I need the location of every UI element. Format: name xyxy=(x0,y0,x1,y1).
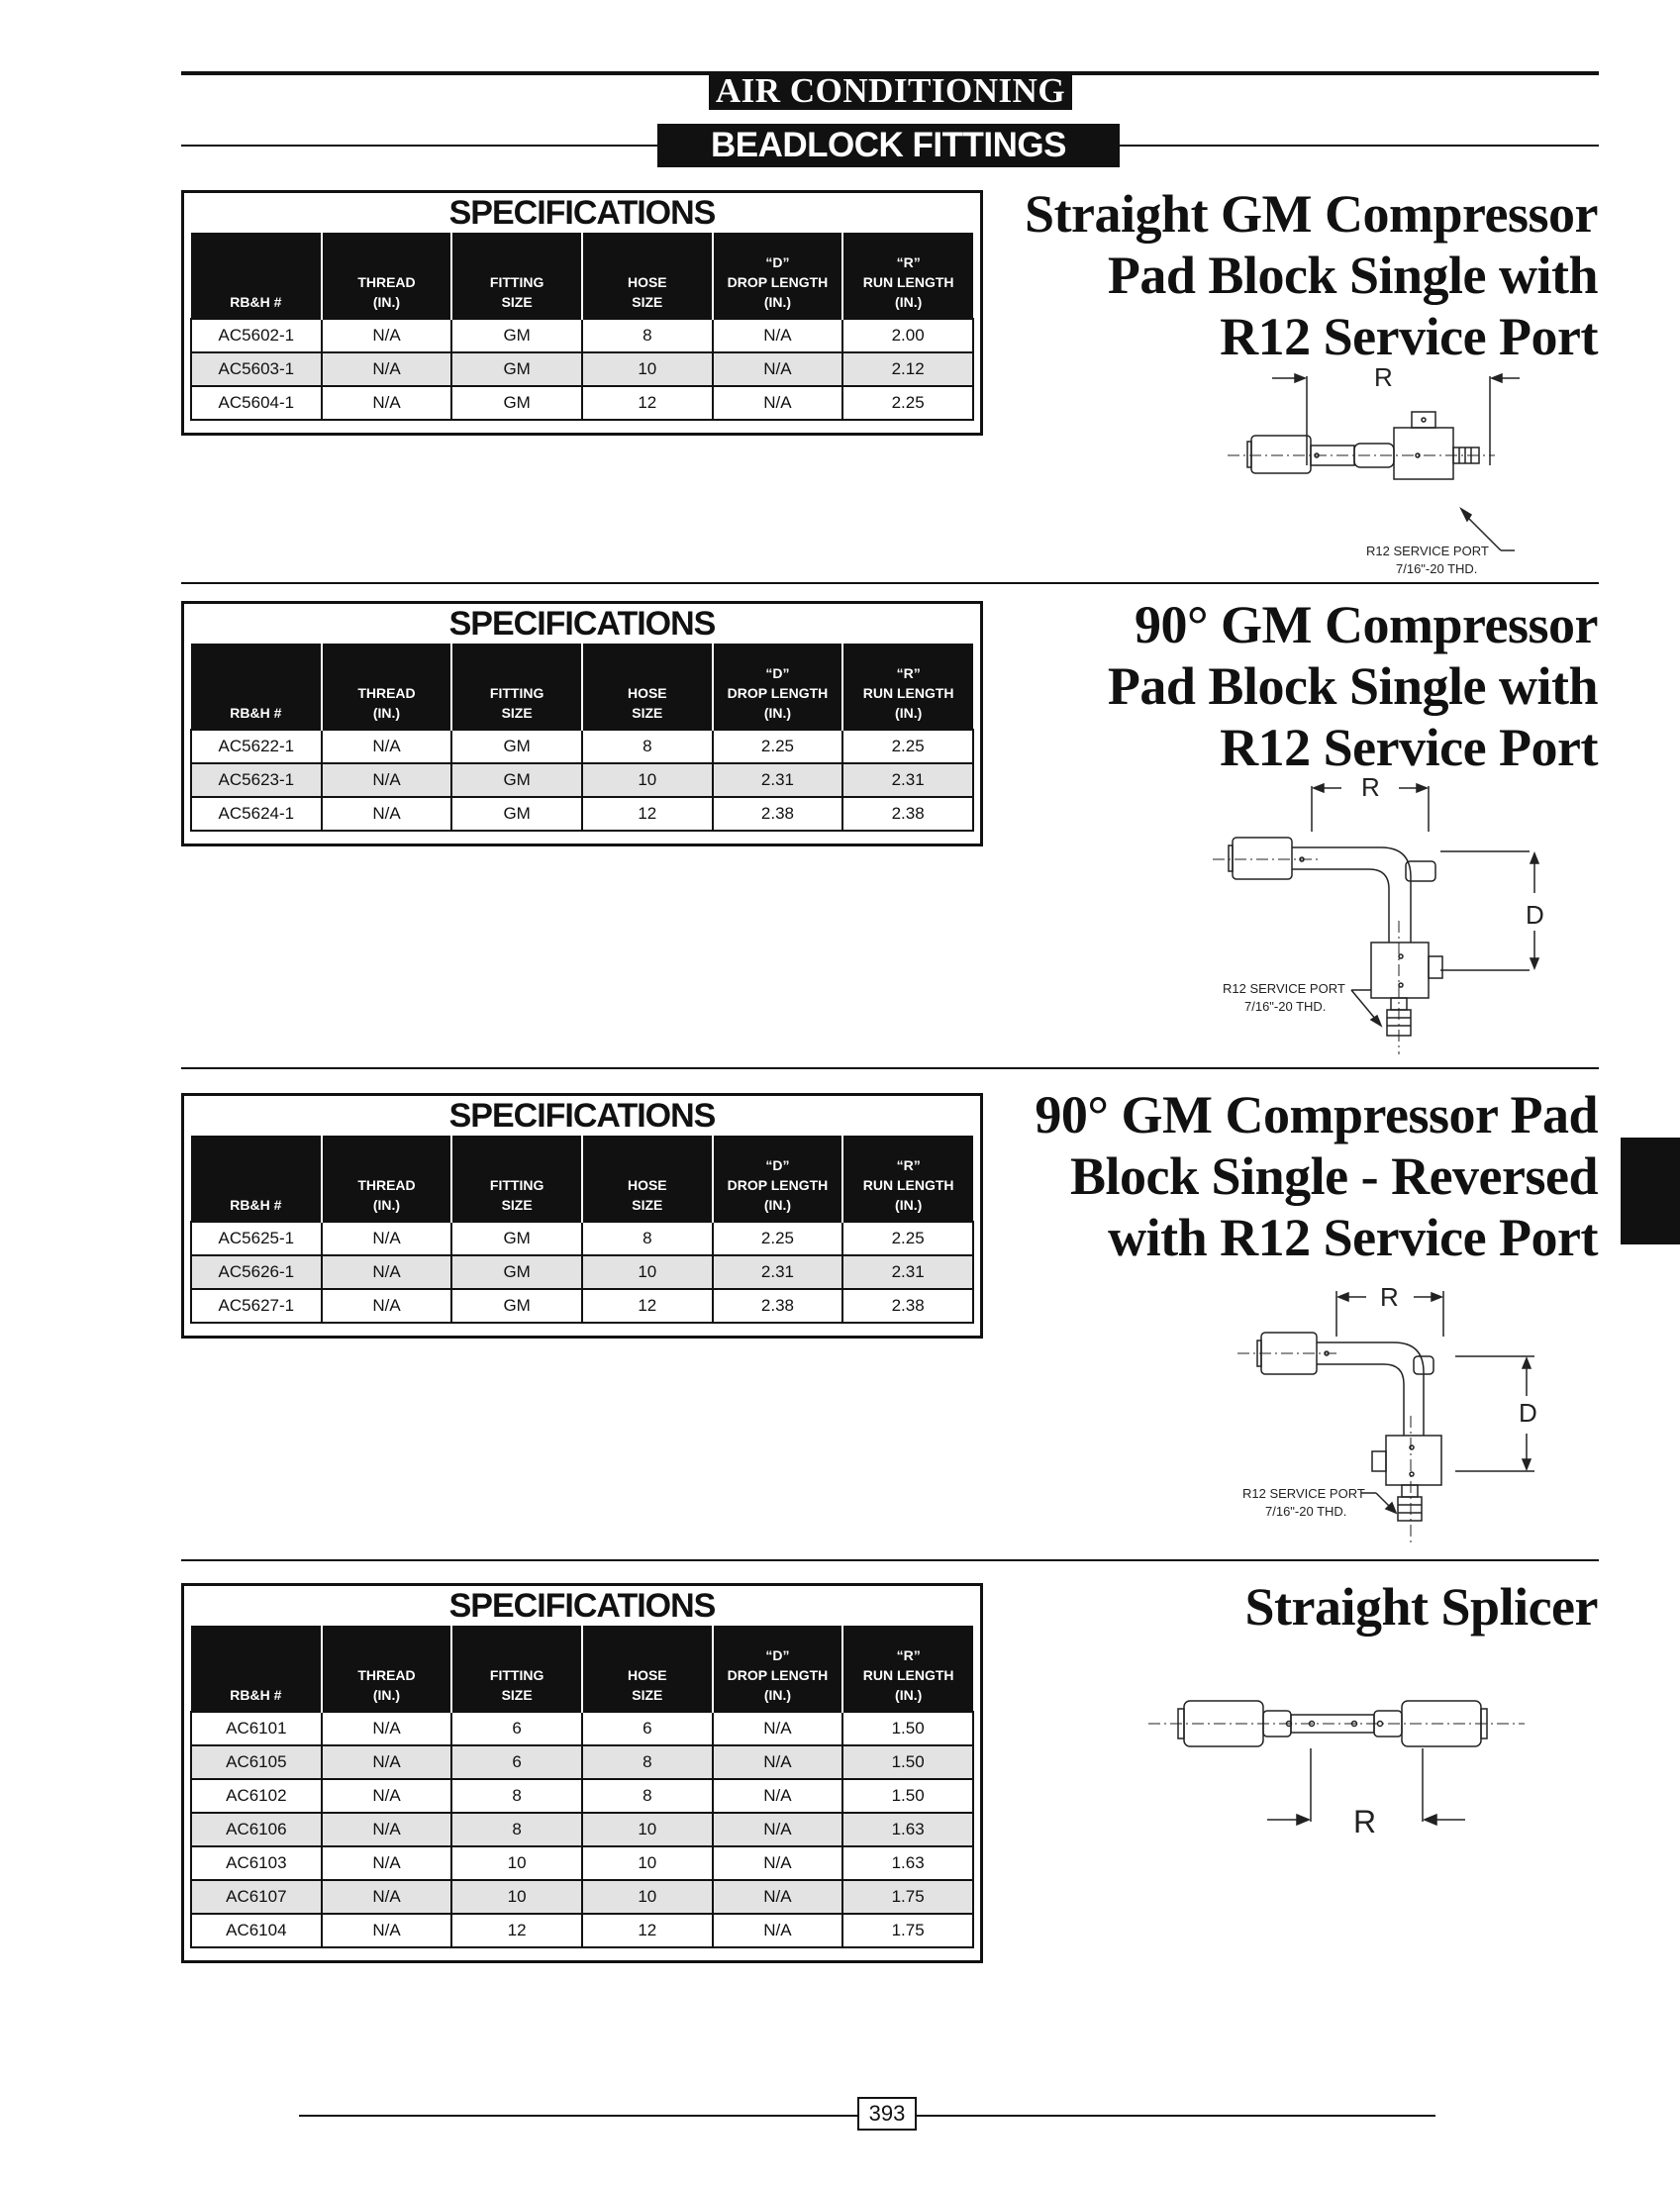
title-line: 90° GM Compressor Pad xyxy=(1035,1085,1598,1144)
table-cell: GM xyxy=(451,386,582,420)
column-header xyxy=(713,644,843,730)
service-port-note: R12 SERVICE PORT xyxy=(1366,544,1489,558)
table-row xyxy=(191,1255,973,1289)
table-cell: AC6101 xyxy=(191,1712,322,1745)
table-cell: 2.38 xyxy=(713,797,843,831)
column-header-line: FITTING xyxy=(489,1667,544,1683)
column-header xyxy=(842,644,973,730)
table-row xyxy=(191,1745,973,1779)
column-header xyxy=(713,1136,843,1222)
table-cell: N/A xyxy=(322,1712,452,1745)
table-cell: GM xyxy=(451,352,582,386)
table-row xyxy=(191,1813,973,1846)
column-header-line: RUN LENGTH xyxy=(862,685,954,701)
column-header-line: “D” xyxy=(765,665,790,681)
table-cell: N/A xyxy=(322,1880,452,1914)
table-cell: N/A xyxy=(713,352,843,386)
column-header-line: (IN.) xyxy=(895,705,923,721)
column-header-line: (IN.) xyxy=(895,1687,923,1703)
column-header-line: THREAD xyxy=(357,685,416,701)
table-cell: 12 xyxy=(582,1289,713,1323)
table-cell: 2.25 xyxy=(842,386,973,420)
table-cell: N/A xyxy=(713,1813,843,1846)
table-cell: N/A xyxy=(322,1779,452,1813)
column-header-line: RUN LENGTH xyxy=(862,1177,954,1193)
table-cell: GM xyxy=(451,1289,582,1323)
title-line: with R12 Service Port xyxy=(1108,1208,1598,1267)
spec-table xyxy=(190,1136,974,1324)
diagram-90-gm-compressor xyxy=(1203,772,1579,1059)
column-header xyxy=(582,233,713,319)
table-cell: 10 xyxy=(582,352,713,386)
column-header xyxy=(842,1626,973,1712)
column-header xyxy=(582,644,713,730)
specifications-heading: SPECIFICATIONS xyxy=(448,605,716,643)
table-cell: N/A xyxy=(322,319,452,352)
table-cell: 2.31 xyxy=(713,763,843,797)
product-title-4 xyxy=(1245,1576,1598,1638)
table-cell: 2.00 xyxy=(842,319,973,352)
table-cell: AC6106 xyxy=(191,1813,322,1846)
table-row xyxy=(191,386,973,420)
column-header-line: (IN.) xyxy=(763,1197,792,1213)
column-header-line: FITTING xyxy=(489,1177,544,1193)
table-cell: AC5604-1 xyxy=(191,386,322,420)
column-header-line: HOSE xyxy=(627,1667,667,1683)
column-header xyxy=(842,1136,973,1222)
column-header-line: RB&H # xyxy=(230,294,282,310)
column-header xyxy=(451,1626,582,1712)
column-header-line: (IN.) xyxy=(372,294,401,310)
table-cell: N/A xyxy=(322,1222,452,1255)
table-cell: AC5626-1 xyxy=(191,1255,322,1289)
column-header xyxy=(713,233,843,319)
title-line: Straight GM Compressor xyxy=(1025,184,1598,244)
run-length-label: R xyxy=(1353,1804,1377,1839)
column-header-line: THREAD xyxy=(357,1177,416,1193)
product-title-2 xyxy=(1108,594,1598,778)
column-header xyxy=(322,644,452,730)
table-row xyxy=(191,319,973,352)
title-line: R12 Service Port xyxy=(1220,718,1598,777)
table-cell: N/A xyxy=(322,1255,452,1289)
table-cell: 1.75 xyxy=(842,1880,973,1914)
diagram-90-gm-compressor-reversed xyxy=(1228,1277,1604,1554)
table-cell: 1.50 xyxy=(842,1779,973,1813)
specifications-table-4 xyxy=(181,1583,983,1963)
table-cell: AC5627-1 xyxy=(191,1289,322,1323)
service-port-thread: 7/16"-20 THD. xyxy=(1265,1504,1347,1519)
table-cell: 10 xyxy=(582,1846,713,1880)
drop-length-label: D xyxy=(1526,900,1544,930)
table-cell: 2.31 xyxy=(713,1255,843,1289)
table-cell: N/A xyxy=(713,386,843,420)
table-cell: 10 xyxy=(582,1813,713,1846)
title-line: Pad Block Single with xyxy=(1107,656,1598,716)
service-port-note: R12 SERVICE PORT xyxy=(1223,981,1345,996)
column-header xyxy=(322,233,452,319)
table-cell: N/A xyxy=(713,1846,843,1880)
table-cell: N/A xyxy=(322,797,452,831)
column-header-line: “R” xyxy=(896,1157,921,1173)
table-cell: N/A xyxy=(322,386,452,420)
column-header xyxy=(191,233,322,319)
column-header-line: SIZE xyxy=(501,705,533,721)
table-cell: N/A xyxy=(713,1779,843,1813)
table-cell: N/A xyxy=(713,319,843,352)
table-cell: 2.31 xyxy=(842,1255,973,1289)
column-header-line: (IN.) xyxy=(763,1687,792,1703)
column-header-line: HOSE xyxy=(627,274,667,290)
column-header-line: (IN.) xyxy=(895,294,923,310)
column-header-line: DROP LENGTH xyxy=(727,685,829,701)
column-header-line: (IN.) xyxy=(763,705,792,721)
column-header-line: (IN.) xyxy=(895,1197,923,1213)
column-header xyxy=(582,1136,713,1222)
table-row xyxy=(191,352,973,386)
table-cell: 2.25 xyxy=(713,1222,843,1255)
table-cell: 8 xyxy=(451,1779,582,1813)
column-header-line: DROP LENGTH xyxy=(727,1177,829,1193)
section-tab-marker xyxy=(1621,1138,1680,1244)
table-cell: 6 xyxy=(451,1745,582,1779)
specifications-heading: SPECIFICATIONS xyxy=(448,1097,716,1135)
table-cell: 8 xyxy=(582,1222,713,1255)
table-row xyxy=(191,1779,973,1813)
table-header-row xyxy=(191,1626,973,1712)
table-row xyxy=(191,1222,973,1255)
column-header xyxy=(191,1626,322,1712)
column-header-line: THREAD xyxy=(357,1667,416,1683)
service-port-thread: 7/16"-20 THD. xyxy=(1396,561,1478,576)
table-cell: 8 xyxy=(451,1813,582,1846)
table-row xyxy=(191,1914,973,1947)
column-header xyxy=(451,233,582,319)
column-header-line: “R” xyxy=(896,254,921,270)
column-header-line: RB&H # xyxy=(230,1687,282,1703)
page-number: 393 xyxy=(857,2097,917,2131)
table-cell: N/A xyxy=(713,1745,843,1779)
table-cell: N/A xyxy=(322,1914,452,1947)
column-header-line: RUN LENGTH xyxy=(862,274,954,290)
table-cell: N/A xyxy=(322,763,452,797)
table-cell: GM xyxy=(451,1255,582,1289)
specifications-table-1 xyxy=(181,190,983,436)
column-header-line: DROP LENGTH xyxy=(727,1667,829,1683)
column-header-line: (IN.) xyxy=(372,705,401,721)
column-header-line: RB&H # xyxy=(230,705,282,721)
table-cell: GM xyxy=(451,763,582,797)
drop-length-label: D xyxy=(1519,1398,1537,1428)
title-line: R12 Service Port xyxy=(1220,307,1598,366)
table-row xyxy=(191,1289,973,1323)
table-cell: GM xyxy=(451,797,582,831)
table-cell: 8 xyxy=(582,1779,713,1813)
column-header-line: THREAD xyxy=(357,274,416,290)
column-header-line: FITTING xyxy=(489,685,544,701)
table-row xyxy=(191,1712,973,1745)
table-cell: 1.63 xyxy=(842,1846,973,1880)
table-header-row xyxy=(191,644,973,730)
table-cell: 6 xyxy=(582,1712,713,1745)
section-divider xyxy=(181,1067,1599,1069)
spec-table xyxy=(190,644,974,832)
table-cell: 8 xyxy=(582,730,713,763)
table-cell: AC5603-1 xyxy=(191,352,322,386)
spec-table xyxy=(190,1626,974,1948)
table-row xyxy=(191,1880,973,1914)
table-cell: AC6104 xyxy=(191,1914,322,1947)
diagram-straight-gm-compressor xyxy=(1218,356,1614,584)
table-cell: 6 xyxy=(451,1712,582,1745)
table-cell: 2.12 xyxy=(842,352,973,386)
column-header-line: (IN.) xyxy=(372,1197,401,1213)
column-header-line: “D” xyxy=(765,1647,790,1663)
column-header-line: “D” xyxy=(765,1157,790,1173)
table-cell: 8 xyxy=(582,1745,713,1779)
column-header-line: SIZE xyxy=(501,1197,533,1213)
column-header xyxy=(191,644,322,730)
service-port-note: R12 SERVICE PORT xyxy=(1242,1486,1365,1501)
table-row xyxy=(191,763,973,797)
table-cell: 12 xyxy=(582,1914,713,1947)
table-header-row xyxy=(191,233,973,319)
table-cell: N/A xyxy=(322,1745,452,1779)
table-cell: 1.75 xyxy=(842,1914,973,1947)
title-line: Pad Block Single with xyxy=(1107,246,1598,305)
specifications-heading: SPECIFICATIONS xyxy=(448,194,716,232)
table-row xyxy=(191,730,973,763)
run-length-label: R xyxy=(1361,772,1380,802)
table-cell: AC6105 xyxy=(191,1745,322,1779)
column-header-line: SIZE xyxy=(501,1687,533,1703)
spec-table xyxy=(190,233,974,421)
table-cell: N/A xyxy=(322,1289,452,1323)
table-cell: 12 xyxy=(582,797,713,831)
table-cell: N/A xyxy=(322,1813,452,1846)
table-cell: N/A xyxy=(713,1712,843,1745)
column-header-line: HOSE xyxy=(627,1177,667,1193)
table-cell: 10 xyxy=(451,1880,582,1914)
table-cell: N/A xyxy=(322,730,452,763)
table-cell: 12 xyxy=(582,386,713,420)
specifications-table-3 xyxy=(181,1093,983,1339)
table-cell: AC5623-1 xyxy=(191,763,322,797)
column-header xyxy=(322,1136,452,1222)
product-title-3 xyxy=(1035,1084,1598,1268)
run-length-label: R xyxy=(1374,362,1393,392)
table-cell: 2.25 xyxy=(713,730,843,763)
table-cell: 1.50 xyxy=(842,1745,973,1779)
title-line: Block Single - Reversed xyxy=(1070,1146,1598,1206)
column-header-line: SIZE xyxy=(632,294,663,310)
table-cell: AC6102 xyxy=(191,1779,322,1813)
column-header-line: RB&H # xyxy=(230,1197,282,1213)
specifications-heading: SPECIFICATIONS xyxy=(448,1587,716,1625)
column-header xyxy=(842,233,973,319)
table-cell: 2.25 xyxy=(842,730,973,763)
section-divider xyxy=(181,1559,1599,1561)
column-header-line: HOSE xyxy=(627,685,667,701)
table-cell: 2.38 xyxy=(713,1289,843,1323)
table-cell: 1.50 xyxy=(842,1712,973,1745)
table-cell: AC5622-1 xyxy=(191,730,322,763)
column-header-line: SIZE xyxy=(632,1687,663,1703)
column-header-line: (IN.) xyxy=(372,1687,401,1703)
column-header xyxy=(451,1136,582,1222)
diagram-straight-splicer xyxy=(1148,1653,1544,1841)
table-row xyxy=(191,797,973,831)
column-header-line: SIZE xyxy=(632,705,663,721)
table-cell: 10 xyxy=(451,1846,582,1880)
title-line: Straight Splicer xyxy=(1244,1577,1598,1637)
column-header xyxy=(322,1626,452,1712)
run-length-label: R xyxy=(1380,1282,1399,1312)
column-header xyxy=(713,1626,843,1712)
column-header xyxy=(451,644,582,730)
title-line: 90° GM Compressor xyxy=(1134,595,1598,654)
column-header-line: (IN.) xyxy=(763,294,792,310)
table-cell: N/A xyxy=(713,1914,843,1947)
column-header-line: “D” xyxy=(765,254,790,270)
table-cell: AC5625-1 xyxy=(191,1222,322,1255)
table-cell: N/A xyxy=(322,352,452,386)
service-port-thread: 7/16"-20 THD. xyxy=(1244,999,1327,1014)
table-cell: 2.38 xyxy=(842,797,973,831)
specifications-table-2 xyxy=(181,601,983,846)
table-cell: N/A xyxy=(322,1846,452,1880)
table-cell: 12 xyxy=(451,1914,582,1947)
table-cell: AC5624-1 xyxy=(191,797,322,831)
table-cell: 2.31 xyxy=(842,763,973,797)
table-cell: N/A xyxy=(713,1880,843,1914)
column-header-line: SIZE xyxy=(632,1197,663,1213)
table-cell: AC6107 xyxy=(191,1880,322,1914)
subcategory-tag: BEADLOCK FITTINGS xyxy=(657,124,1120,167)
table-cell: 2.25 xyxy=(842,1222,973,1255)
table-cell: GM xyxy=(451,1222,582,1255)
table-cell: AC6103 xyxy=(191,1846,322,1880)
table-cell: 10 xyxy=(582,1880,713,1914)
column-header xyxy=(582,1626,713,1712)
table-cell: 8 xyxy=(582,319,713,352)
table-cell: 1.63 xyxy=(842,1813,973,1846)
product-title-1 xyxy=(1025,183,1598,367)
table-cell: GM xyxy=(451,319,582,352)
column-header-line: DROP LENGTH xyxy=(727,274,829,290)
table-cell: 10 xyxy=(582,1255,713,1289)
column-header-line: SIZE xyxy=(501,294,533,310)
column-header-line: FITTING xyxy=(489,274,544,290)
table-row xyxy=(191,1846,973,1880)
column-header-line: “R” xyxy=(896,1647,921,1663)
column-header-line: “R” xyxy=(896,665,921,681)
category-tag: AIR CONDITIONING xyxy=(709,72,1072,110)
column-header xyxy=(191,1136,322,1222)
table-cell: 2.38 xyxy=(842,1289,973,1323)
table-cell: GM xyxy=(451,730,582,763)
column-header-line: RUN LENGTH xyxy=(862,1667,954,1683)
table-header-row xyxy=(191,1136,973,1222)
table-cell: AC5602-1 xyxy=(191,319,322,352)
table-cell: 10 xyxy=(582,763,713,797)
